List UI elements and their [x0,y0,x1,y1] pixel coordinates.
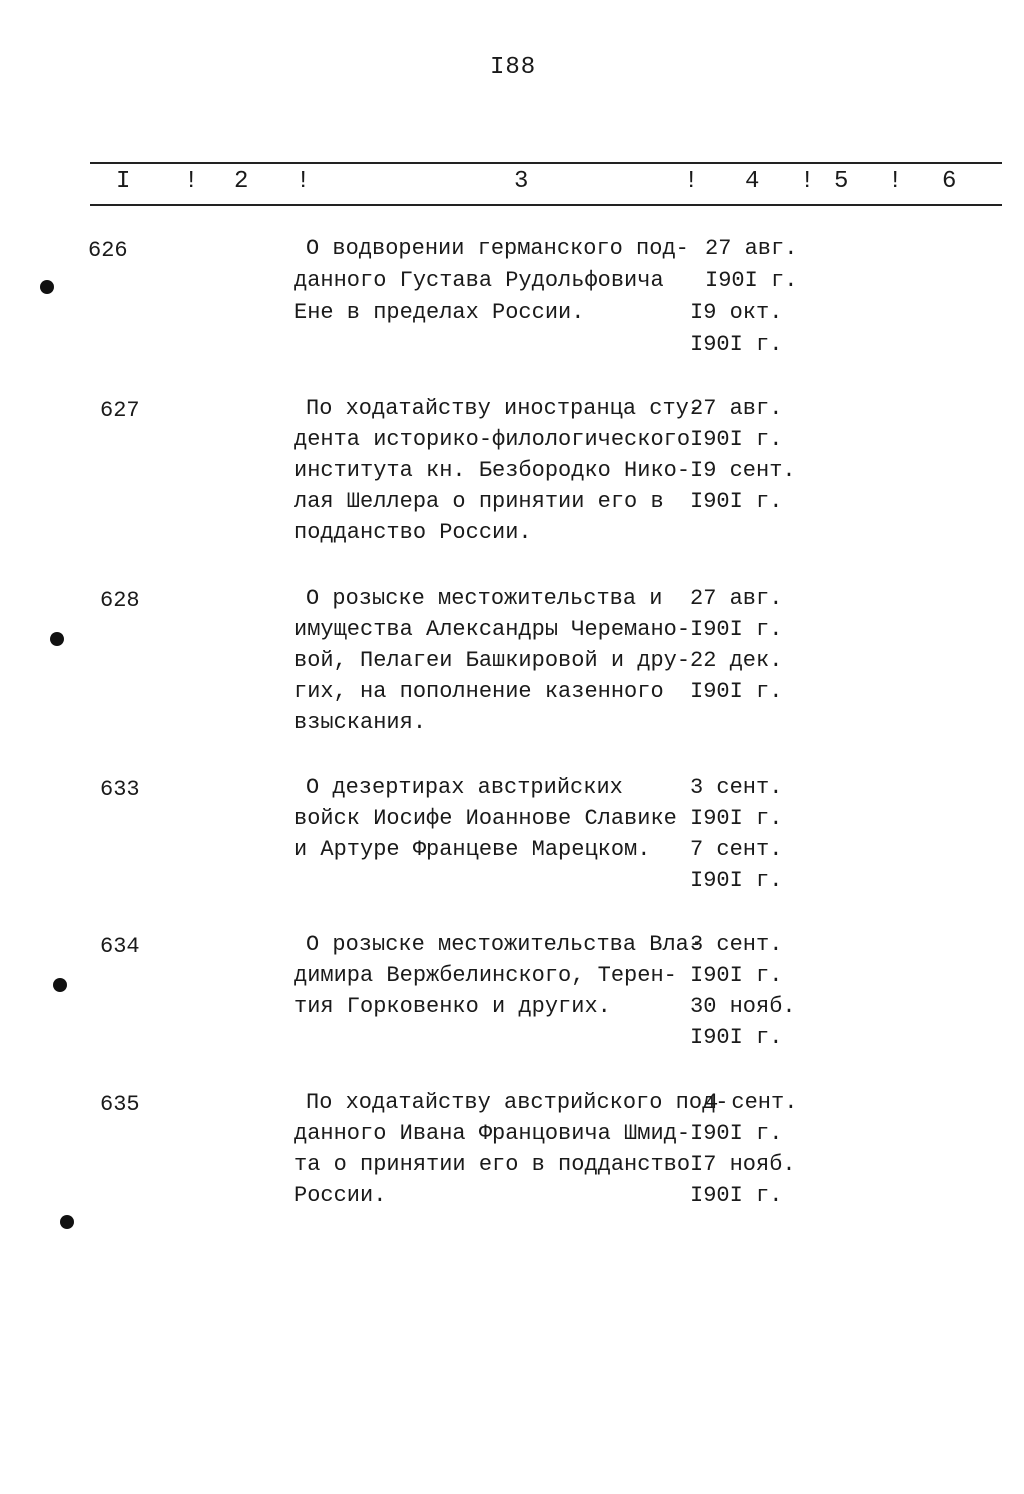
record-description-line: России. [294,1183,387,1208]
record-date-line: 3 сент. [690,932,783,957]
record-date-line: I90I г. [690,963,783,988]
record-date-line: I90I г. [690,806,783,831]
column-separator: ! [800,168,815,195]
column-header-1: I [116,168,131,195]
page-number: I88 [490,54,537,81]
record-date-line: I90I г. [690,1183,783,1208]
column-separator: ! [888,168,903,195]
column-separator: ! [184,168,199,195]
record-description-line: вой, Пелагеи Башкировой и дру- [294,648,691,673]
column-header-3: 3 [514,168,529,195]
record-date-line: 22 дек. [690,648,783,673]
record-number: 626 [88,238,128,263]
column-header-6: 6 [942,168,957,195]
record-date-line: I90I г. [690,489,783,514]
record-description-line: О водворении германского под- [306,236,689,261]
record-date-line: I90I г. [690,679,783,704]
column-header-2: 2 [234,168,249,195]
record-number: 634 [100,934,140,959]
record-description-line: взыскания. [294,710,427,735]
record-description-line: данного Ивана Францовича Шмид- [294,1121,691,1146]
record-number: 633 [100,777,140,802]
record-description-line: подданство России. [294,520,532,545]
record-date-line: I90I г. [690,332,783,357]
record-date-line: I90I г. [705,268,798,293]
column-header-5: 5 [834,168,849,195]
record-description-line: Ене в пределах России. [294,300,585,325]
record-description-line: гих, на пополнение казенного [294,679,664,704]
record-date-line: I90I г. [690,617,783,642]
record-date-line: 27 авг. [705,236,798,261]
binding-hole-mark [60,1215,74,1229]
record-description-line: та о принятии его в подданство [294,1152,691,1177]
record-date-line: 27 авг. [690,396,783,421]
record-date-line: I90I г. [690,1025,783,1050]
record-date-line: I9 окт. [690,300,783,325]
record-description-line: войск Иосифе Иоаннове Славике [294,806,677,831]
record-number: 627 [100,398,140,423]
column-header-4: 4 [745,168,760,195]
record-date-line: I7 нояб. [690,1152,796,1177]
binding-hole-mark [53,978,67,992]
column-separator: ! [296,168,311,195]
record-description-line: димира Вержбелинского, Терен- [294,963,677,988]
record-description-line: данного Густава Рудольфовича [294,268,664,293]
record-date-line: I90I г. [690,868,783,893]
record-description-line: института кн. Безбородко Нико- [294,458,691,483]
record-date-line: I9 сент. [690,458,796,483]
record-date-line: 3 сент. [690,775,783,800]
record-description-line: О дезертирах австрийских [306,775,623,800]
binding-hole-mark [40,280,54,294]
record-number: 635 [100,1092,140,1117]
record-description-line: лая Шеллера о принятии его в [294,489,664,514]
record-date-line: 7 сент. [690,837,783,862]
record-description-line: и Артуре Францеве Марецком. [294,837,651,862]
record-description-line: О розыске местожительства Вла- [306,932,703,957]
record-date-line: 27 авг. [690,586,783,611]
record-description-line: тия Горковенко и других. [294,994,611,1019]
header-bottom-rule [90,204,1002,206]
record-number: 628 [100,588,140,613]
record-description-line: По ходатайству иностранца сту- [306,396,703,421]
record-description-line: дента историко-филологического [294,427,691,452]
record-date-line: 4 сент. [705,1090,798,1115]
record-date-line: 30 нояб. [690,994,796,1019]
record-description-line: По ходатайству австрийского под- [306,1090,729,1115]
header-top-rule [90,162,1002,164]
column-separator: ! [684,168,699,195]
binding-hole-mark [50,632,64,646]
record-description-line: О розыске местожительства и [306,586,663,611]
record-date-line: I90I г. [690,1121,783,1146]
record-description-line: имущества Александры Череманo- [294,617,691,642]
record-date-line: I90I г. [690,427,783,452]
